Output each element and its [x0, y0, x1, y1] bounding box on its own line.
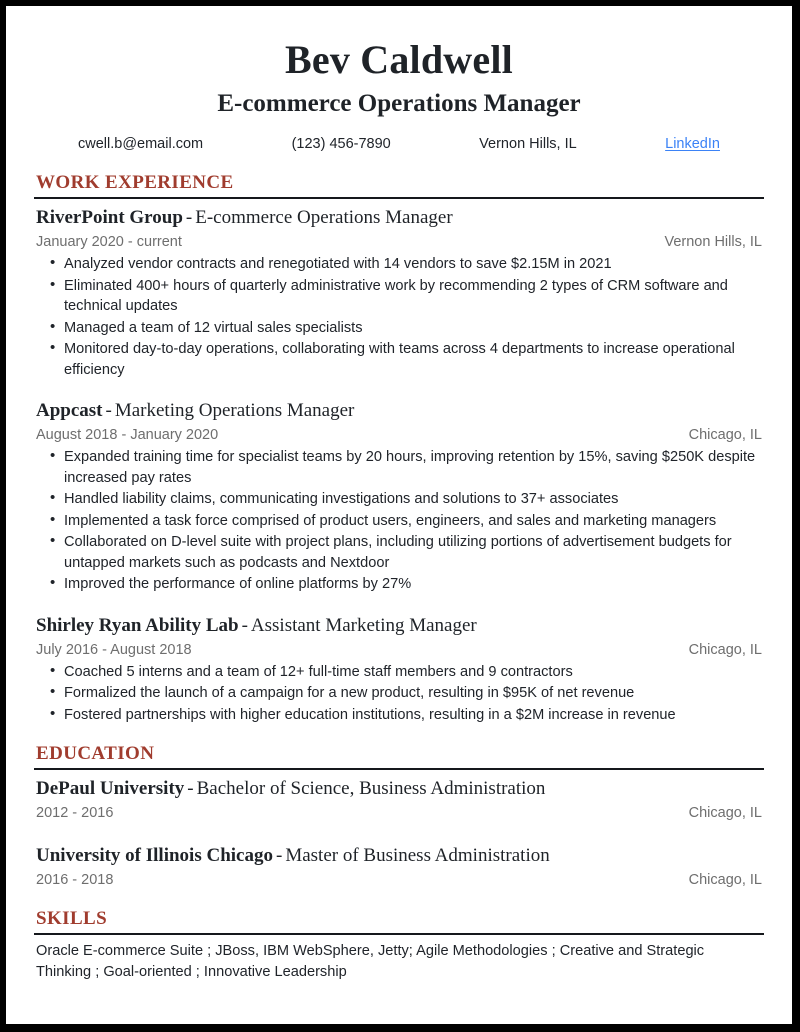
contact-email[interactable]: cwell.b@email.com [78, 136, 204, 152]
linkedin-link[interactable]: LinkedIn [665, 136, 720, 152]
work-entry-dates: January 2020 - current [36, 234, 182, 250]
education-entry-meta [36, 803, 762, 823]
heading-separator: - [241, 614, 248, 636]
work-entry-company: RiverPoint Group [36, 207, 183, 228]
list-item: • Improved the performance of online platforms by 27% [34, 574, 764, 595]
list-item: • Eliminated 400+ hours of quarterly administrative work by recommending 2 types of CRM software and technical updates [34, 276, 764, 317]
contact-row [78, 134, 720, 154]
professional-headline: E-commerce Operations Manager [217, 90, 581, 117]
section-title-skills: SKILLS [36, 908, 108, 929]
list-item: • Handled liability claims, communicating investigations and solutions to 37+ associates [34, 489, 764, 510]
skills-list: Oracle E-commerce Suite ; JBoss, IBM WebSphere, Jetty; Agile Methodologies ; Creative and Strategic Thinking ; Goal-oriented ; Innovative Leadership [36, 943, 705, 980]
work-entry-dates: July 2016 - August 2018 [36, 641, 192, 658]
work-entry-heading [36, 398, 764, 424]
list-item: • Implemented a task force comprised of product users, engineers, and sales and marketing managers [34, 511, 764, 532]
work-entry-company: Appcast [36, 400, 103, 421]
section-divider [34, 197, 764, 199]
resume-header [34, 36, 764, 154]
work-entry [34, 613, 764, 726]
work-entry-location: Chicago, IL [688, 427, 762, 443]
section-skills [34, 908, 764, 982]
work-entry-meta [36, 232, 762, 252]
work-entry-meta [36, 425, 762, 445]
work-entry-title: Assistant Marketing Manager [250, 614, 477, 636]
education-entry-heading [36, 776, 764, 802]
list-item: • Analyzed vendor contracts and renegotiated with 14 vendors to save $2.15M in 2021 [34, 254, 764, 275]
section-education [34, 743, 764, 890]
education-entry-school: University of Illinois Chicago [36, 845, 273, 866]
work-entry-location: Vernon Hills, IL [664, 234, 762, 250]
work-entry [34, 205, 764, 380]
work-entry [34, 398, 764, 595]
page-title: Bev Caldwell [285, 37, 513, 82]
education-entry [34, 776, 764, 823]
education-entry-dates: 2012 - 2016 [36, 805, 114, 821]
work-entry-location: Chicago, IL [688, 641, 762, 658]
list-item: • Expanded training time for specialist teams by 20 hours, improving retention by 15%, saving $250K despite increased pay rates [34, 447, 764, 488]
work-entry-bullets [34, 447, 764, 595]
section-title-education: EDUCATION [36, 743, 155, 764]
resume-page [6, 6, 792, 1024]
list-item: • Monitored day-to-day operations, collaborating with teams across 4 departments to increase operational efficiency [34, 339, 764, 380]
education-entry-degree: Master of Business Administration [285, 845, 550, 866]
heading-separator: - [187, 778, 194, 799]
section-divider [34, 933, 764, 935]
education-entry-location: Chicago, IL [688, 805, 762, 821]
contact-location: Vernon Hills, IL [479, 136, 577, 152]
contact-phone[interactable]: (123) 456-7890 [291, 136, 391, 152]
education-entry [34, 843, 764, 890]
heading-separator: - [105, 400, 112, 421]
work-entry-company: Shirley Ryan Ability Lab [36, 614, 239, 636]
heading-separator: - [275, 845, 283, 866]
education-entry-degree: Bachelor of Science, Business Administration [196, 778, 546, 799]
education-entry-school: DePaul University [36, 778, 185, 799]
section-divider [34, 768, 764, 770]
list-item: • Coached 5 interns and a team of 12+ full-time staff members and 9 contractors [34, 662, 764, 683]
work-entry-dates: August 2018 - January 2020 [36, 427, 219, 443]
section-work-experience [34, 172, 764, 725]
education-entry-location: Chicago, IL [688, 872, 762, 888]
list-item: • Formalized the launch of a campaign for a new product, resulting in $95K of net revenue [34, 683, 764, 704]
list-item: • Managed a team of 12 virtual sales specialists [34, 318, 764, 339]
list-item: • Collaborated on D-level suite with project plans, including utilizing portions of advertisement budgets for untapped markets such as podcasts and Nextdoor [34, 532, 764, 573]
education-entry-dates: 2016 - 2018 [36, 872, 114, 888]
heading-separator: - [185, 207, 193, 228]
education-entry-meta [36, 870, 762, 890]
work-entry-title: Marketing Operations Manager [114, 400, 355, 421]
work-entry-title: E-commerce Operations Manager [195, 207, 453, 228]
resume-content [6, 6, 792, 982]
work-entry-meta [36, 640, 762, 660]
work-entry-bullets [34, 662, 764, 726]
work-entry-heading [36, 205, 764, 231]
work-entry-bullets [34, 254, 764, 380]
section-title-work-experience: WORK EXPERIENCE [36, 172, 234, 193]
education-entry-heading [36, 843, 764, 869]
list-item: • Fostered partnerships with higher education institutions, resulting in a $2M increase in revenue [34, 705, 764, 726]
work-entry-heading [36, 613, 764, 639]
